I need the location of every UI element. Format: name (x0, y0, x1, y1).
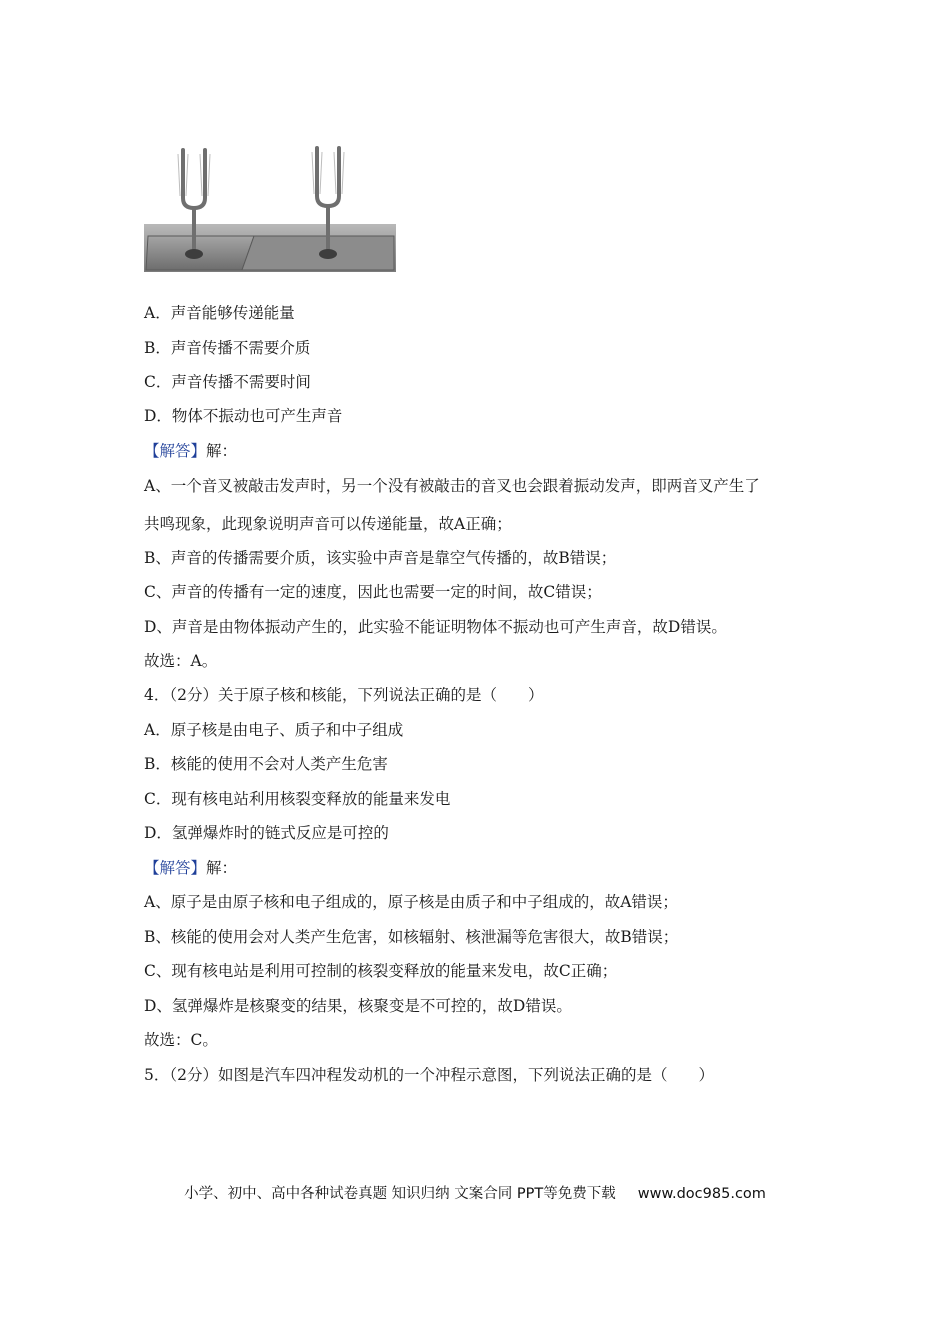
answer-prefix: 解： (206, 859, 238, 877)
footer-url[interactable]: www.doc985.com (637, 1186, 766, 1202)
answer-tag: 【解答】 (144, 859, 207, 877)
q4-option-d: D．氢弹爆炸时的链式反应是可控的 (144, 824, 389, 842)
q4-explanation-2: B、核能的使用会对人类产生危害，如核辐射、核泄漏等危害很大，故B错误； (144, 928, 679, 946)
answer-tag: 【解答】 (144, 442, 207, 460)
q4-answer-heading (144, 857, 237, 879)
q3-conclusion: 故选：A。 (144, 652, 218, 670)
tuning-forks-image (144, 140, 396, 272)
q3-explanation-4: C、声音的传播有一定的速度，因此也需要一定的时间，故C错误； (144, 583, 602, 601)
q4-explanation-4: D、氢弹爆炸是核聚变的结果，核聚变是不可控的，故D错误。 (144, 997, 572, 1015)
q3-option-c: C．声音传播不需要时间 (144, 373, 311, 391)
q3-option-b: B．声音传播不需要介质 (144, 339, 311, 357)
answer-prefix: 解： (206, 442, 238, 460)
q4-option-c: C．现有核电站利用核裂变释放的能量来发电 (144, 790, 451, 808)
q3-explanation-5: D、声音是由物体振动产生的，此实验不能证明物体不振动也可产生声音，故D错误。 (144, 618, 727, 636)
page-footer (0, 1182, 950, 1203)
q3-explanation-2: 共鸣现象，此现象说明声音可以传递能量，故A正确； (144, 515, 512, 533)
q4-option-a: A．原子核是由电子、质子和中子组成 (144, 721, 404, 739)
q4-stem: 4．（2分）关于原子核和核能，下列说法正确的是（ ） (144, 686, 544, 704)
q4-explanation-1: A、原子是由原子核和电子组成的，原子核是由质子和中子组成的，故A错误； (144, 893, 678, 911)
q3-answer-heading (144, 440, 237, 462)
footer-text: 小学、初中、高中各种试卷真题 知识归纳 文案合同 PPT等免费下载 (184, 1186, 616, 1202)
q3-explanation-1: A、一个音叉被敲击发声时，另一个没有被敲击的音叉也会跟着振动发声，即两音叉产生了 (144, 477, 760, 495)
q4-option-b: B．核能的使用不会对人类产生危害 (144, 755, 388, 773)
q4-conclusion: 故选：C。 (144, 1031, 218, 1049)
q3-explanation-3: B、声音的传播需要介质，该实验中声音是靠空气传播的，故B错误； (144, 549, 617, 567)
q3-option-a: A．声音能够传递能量 (144, 304, 295, 322)
q4-explanation-3: C、现有核电站是利用可控制的核裂变释放的能量来发电，故C正确； (144, 962, 618, 980)
q3-option-d: D．物体不振动也可产生声音 (144, 407, 343, 425)
q5-stem: 5．（2分）如图是汽车四冲程发动机的一个冲程示意图，下列说法正确的是（ ） (144, 1066, 714, 1084)
